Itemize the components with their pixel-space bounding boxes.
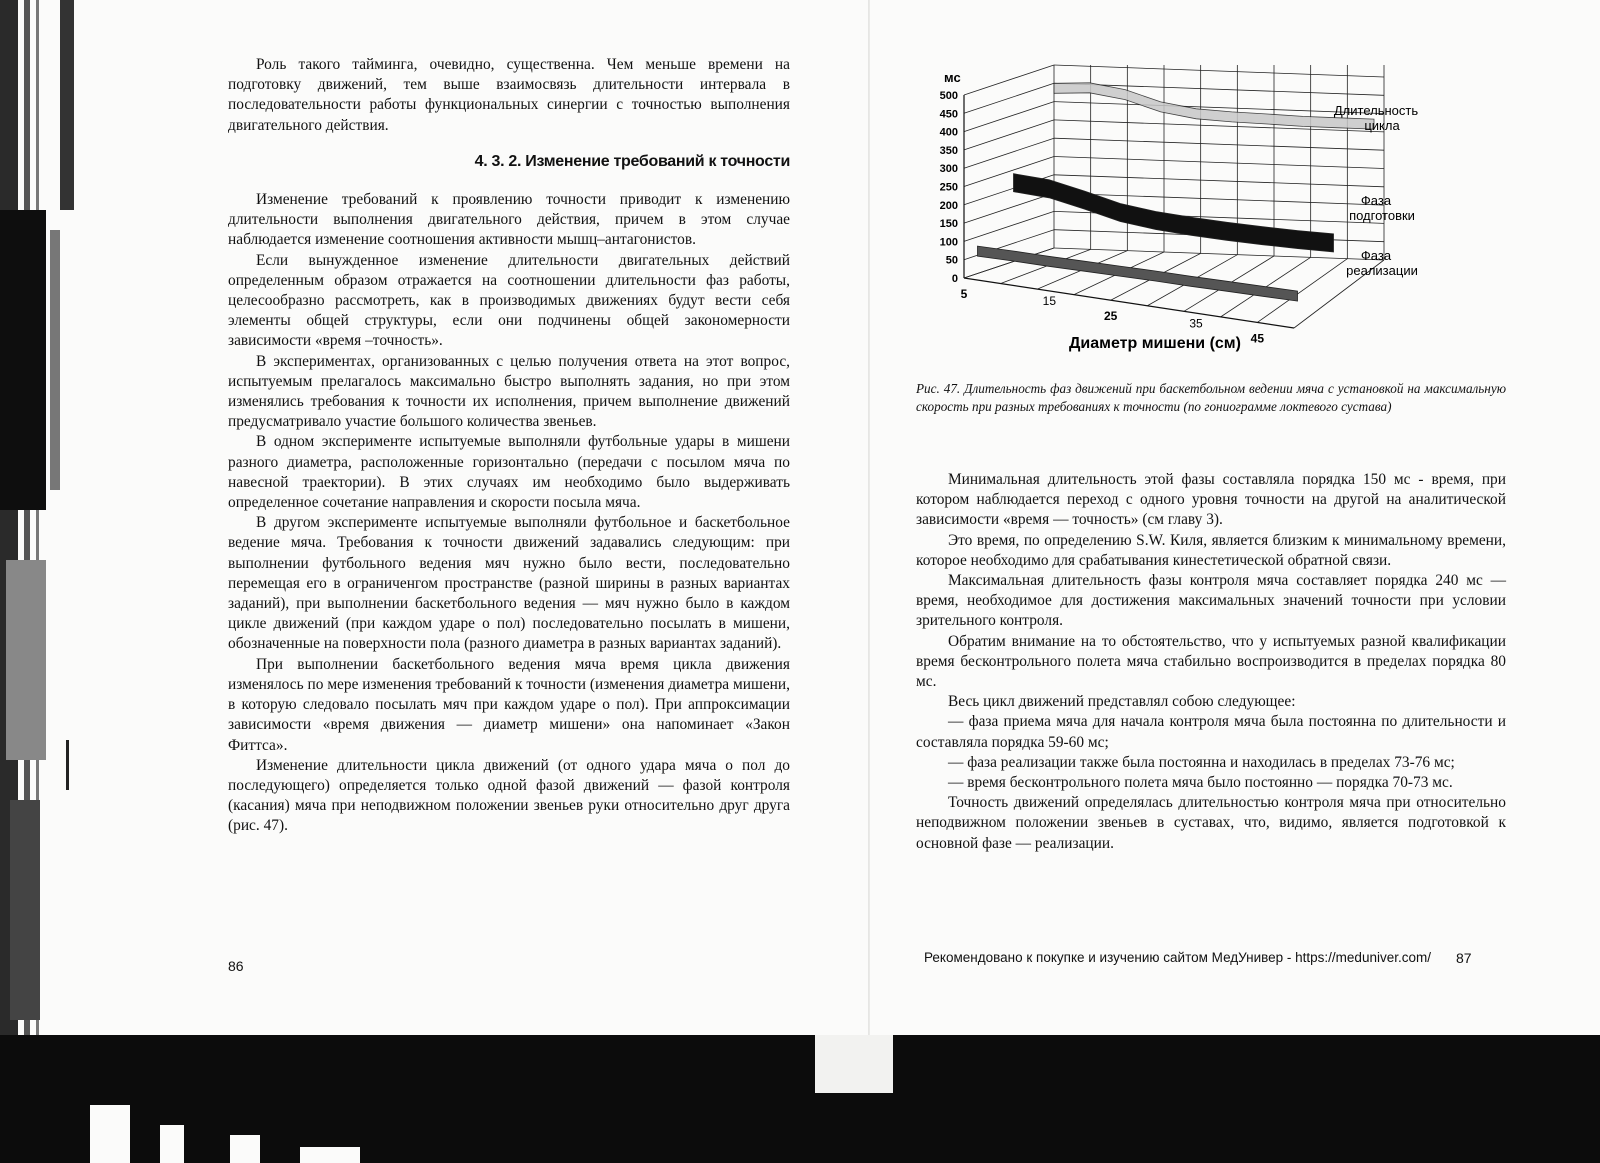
legend-label: подготовки bbox=[1349, 208, 1415, 223]
body-paragraph: Это время, по определению S.W. Киля, является близким к минимальному времени, которое необходимо для срабатывания кинестетической обратной связи. bbox=[916, 531, 1506, 569]
grid-line-side bbox=[964, 138, 1054, 168]
grid-line-back bbox=[1054, 175, 1384, 187]
x-tick-label: 15 bbox=[1042, 294, 1057, 309]
x-tick-label: 45 bbox=[1250, 331, 1265, 346]
body-paragraph: При выполнении баскетбольного ведения мяча время цикла движения изменялось по мере изменения требований к точности (изменения диаметра мишени, в которую следовало посылать мяч при каждом ударе о пол). При аппроксимации зависимости «время движения — диаметр мишени» она напоминает «Закон Фиттса». bbox=[228, 655, 790, 754]
y-axis-label: мс bbox=[944, 70, 961, 85]
grid-line-side bbox=[964, 211, 1054, 241]
x-tick-label: 25 bbox=[1103, 309, 1118, 324]
body-paragraph: Изменение длительности цикла движений (от одного удара мяча о пол до последующего) определяется только одной фазой движений — фазой контроля (касания) мяча при неподвижном положении звеньев руки относительно друг друга (рис. 47). bbox=[228, 756, 790, 835]
legend-label: Фаза bbox=[1360, 248, 1392, 263]
legend-label: Длительность bbox=[1333, 103, 1419, 118]
series-ribbon-3 bbox=[978, 246, 1298, 301]
body-paragraph: Обратим внимание на то обстоятельство, что у испытуемых разной квалификации время бесконтрольного полета мяча стабильно воспроизводится в пределах порядка 80 мс. bbox=[916, 632, 1506, 691]
x-axis-label: Диаметр мишени (см) bbox=[1069, 335, 1241, 352]
body-paragraph: В одном эксперименте испытуемые выполняли футбольные удары в мишени разного диаметра, расположенные горизонтально (передачи с посылом мяча по навесной траектории). В этих случаях им необходимо было выдерживать определенное сочетание направления и скорости посыла мяча. bbox=[228, 433, 790, 512]
grid-line-back bbox=[1054, 138, 1384, 150]
x-tick-label: 35 bbox=[1189, 316, 1203, 331]
y-tick-label: 350 bbox=[939, 144, 958, 157]
y-tick-label: 450 bbox=[939, 108, 958, 121]
intro-paragraph: Роль такого тайминга, очевидно, существенна. Чем меньше времени на подготовку движений, тем выше взаимосвязь длительности интервала в последовательности работы функциональных синергии с точностью выполнения двигательного действия. bbox=[228, 56, 790, 134]
body-paragraph: Точность движений определялась длительностью контроля мяча при относительно неподвижном положении звеньев в суставах, что, видимо, является подготовкой к основной фазе — реализации. bbox=[916, 794, 1506, 852]
right-page bbox=[870, 0, 1600, 1035]
grid-line-side bbox=[964, 193, 1054, 223]
body-paragraph: Если вынужденное изменение длительности двигательных действий определенным образом отражается на соотношении длительности фаз работы, целесообразно рассмотреть, как в производимых движениях будут вести себя элементы общей структуры, если они подчинены общей закономерности зависимости «время –точность». bbox=[228, 251, 790, 350]
series-ribbon-1 bbox=[1054, 83, 1374, 129]
body-paragraph: В другом эксперименте испытуемые выполняли футбольное и баскетбольное ведение мяча. Требования к точности движений задавались следующим: при выполнении футбольного ведения мяч нужно было вести, последовательно перемещая его в ограниченгом пространстве (разной ширины в разных вариантах заданий), при выполнении баскетбольного ведения — мяч нужно было в каждом цикле движений (при каждом ударе о пол) последовательно посылать в мишени, обозначенные на поверхности пола (разного диаметра в разных вариантах заданий). bbox=[228, 514, 790, 653]
figure-caption: Рис. 47. Длительность фаз движений при баскетбольном ведении мяча с установкой на максимальную скорость при разных требованиях к точности (по гониограмме локтевого сустава) bbox=[916, 381, 1506, 414]
body-paragraph: В экспериментах, организованных с целью получения ответа на этот вопрос, испытуемым прелагалось максимально быстро выполнять задания, но при этом изменялись требования к точности их исполнения, причем выполнение движений предусматривало участие большого количества звеньев. bbox=[228, 352, 790, 431]
section-heading: 4. 3. 2. Изменение требований к точности bbox=[474, 152, 790, 170]
y-tick-label: 0 bbox=[951, 273, 958, 285]
y-tick-label: 150 bbox=[939, 218, 958, 231]
y-tick-label: 250 bbox=[939, 181, 958, 194]
y-tick-label: 50 bbox=[945, 254, 958, 267]
body-paragraph: Изменение требований к проявлению точности приводит к изменению длительности выполнения двигательного действия, причем в этом случае наблюдается изменение соотношения активности мышц–антагонистов. bbox=[228, 191, 790, 249]
left-page-text-column bbox=[228, 55, 790, 837]
body-paragraph: — время бесконтрольного полета мяча было постоянно — порядка 70-73 мс. bbox=[948, 774, 1453, 792]
grid-line-back bbox=[1054, 65, 1384, 77]
figure-47-chart bbox=[914, 50, 1514, 360]
legend-label: цикла bbox=[1364, 118, 1400, 133]
x-tick-label: 5 bbox=[960, 287, 968, 301]
page-number-left: 86 bbox=[228, 958, 244, 974]
left-page bbox=[128, 0, 870, 1035]
body-paragraph: Максимальная длительность фазы контроля мяча составляет порядка 240 мс — время, необходимое для достижения максимальных значений точности при условии зрительного контроля. bbox=[916, 572, 1506, 630]
grid-line-side bbox=[964, 120, 1054, 150]
body-paragraph: Минимальная длительность этой фазы составляла порядка 150 мс - время, при котором наблюдается переход с одного уровня точности на другой на аналитической зависимости «время — точность» (см главу 3). bbox=[916, 471, 1506, 529]
y-tick-label: 200 bbox=[939, 199, 958, 212]
y-tick-label: 100 bbox=[939, 236, 958, 249]
legend-label: реализации bbox=[1346, 263, 1418, 278]
grid-line-back bbox=[1054, 248, 1384, 260]
footer-recommendation: Рекомендовано к покупке и изучению сайтом МедУнивер - https://meduniver.com/ bbox=[924, 950, 1431, 965]
grid-line-back bbox=[1054, 157, 1384, 169]
page-number-right: 87 bbox=[1456, 950, 1472, 966]
body-paragraph: Весь цикл движений представлял собою следующее: bbox=[948, 693, 1296, 711]
right-page-text-column bbox=[916, 470, 1506, 854]
body-paragraph: — фаза приема мяча для начала контроля мяча была постоянна по длительности и составляла порядка 59-60 мс; bbox=[916, 713, 1506, 751]
scan-bottom-edge bbox=[0, 1035, 1600, 1163]
y-tick-label: 500 bbox=[939, 90, 958, 102]
y-tick-label: 400 bbox=[939, 126, 958, 139]
grid-line-side bbox=[964, 83, 1054, 113]
y-tick-label: 300 bbox=[939, 163, 958, 176]
body-paragraph: — фаза реализации также была постоянна и находилась в пределах 73-76 мс; bbox=[948, 753, 1455, 771]
series-ribbon-2 bbox=[1014, 174, 1334, 252]
scan-margin-left bbox=[0, 0, 128, 1163]
grid-line-side bbox=[964, 65, 1054, 95]
legend-label: Фаза bbox=[1360, 193, 1392, 208]
chart-svg bbox=[914, 50, 1514, 360]
grid-line-side bbox=[964, 102, 1054, 132]
scan-bottom-gap bbox=[815, 1035, 893, 1093]
